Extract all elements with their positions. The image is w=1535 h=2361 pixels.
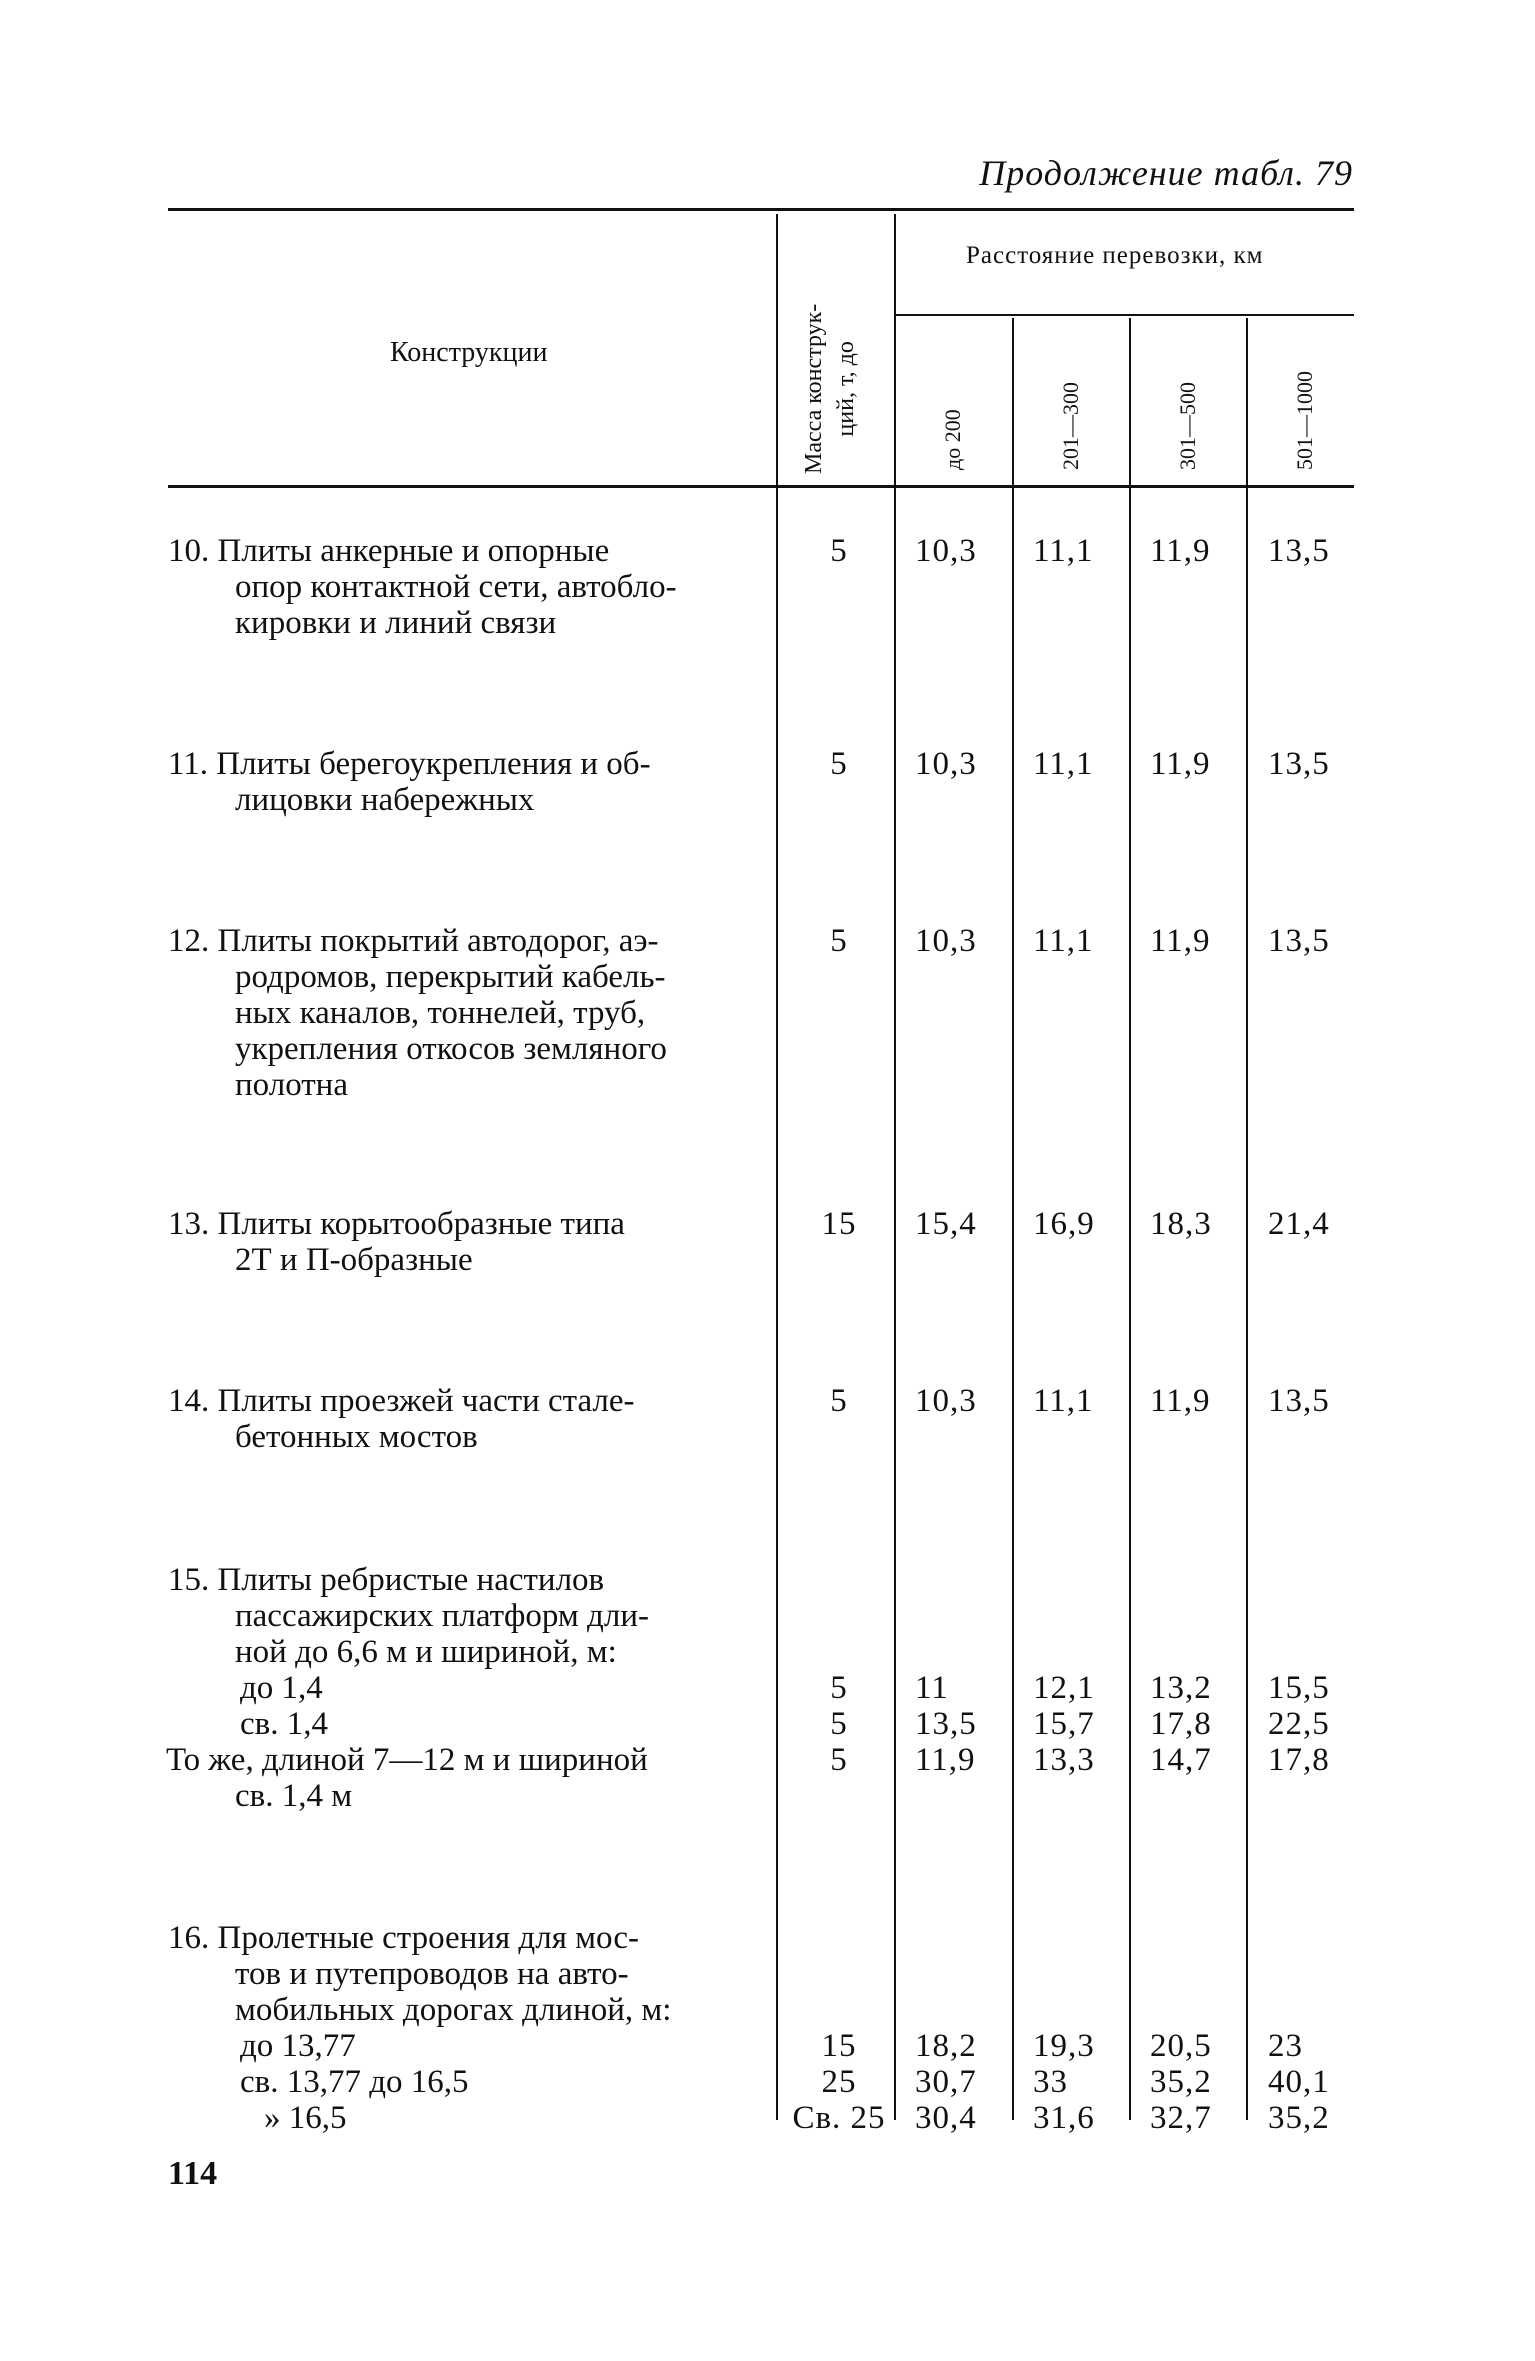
row-11-d4: 13,5 [1268,746,1330,782]
row-10-d1: 10,3 [915,533,977,569]
row-10-mass: 5 [830,533,848,569]
row-15-1-d1: 11 [915,1670,949,1706]
row-15-3-d1: 11,9 [915,1742,976,1778]
row-13-line-1: 13. Плиты корытообразные типа [168,1206,625,1242]
row-14-line-1: 14. Плиты проезжей части стале- [168,1383,635,1419]
row-15-line-2: пассажирских платформ дли- [235,1598,649,1634]
col-rule-mass-right [894,214,896,2120]
row-10-d3: 11,9 [1150,533,1211,569]
row-16-1-d2: 19,3 [1033,2028,1095,2064]
row-12-line-2: родромов, перекрытий кабель- [235,959,666,995]
header-distance: Расстояние перевозки, км [966,242,1264,269]
row-15-2-d3: 17,8 [1150,1706,1212,1742]
row-15-mass-3: 5 [830,1742,848,1778]
row-15-1-d2: 12,1 [1033,1670,1095,1706]
row-12-line-5: полотна [235,1067,348,1103]
row-15-mass-1: 5 [830,1670,848,1706]
header-mass-line1: Масса конструк- [801,303,827,474]
row-15-3-d4: 17,8 [1268,1742,1330,1778]
header-dist-col-3: 301—500 [1175,382,1200,470]
row-10-title [168,533,758,641]
row-14-line-2: бетонных мостов [235,1419,478,1455]
row-12-title [168,923,758,1103]
row-15-line-7: св. 1,4 м [235,1778,353,1814]
row-16-3-d2: 31,6 [1033,2100,1095,2136]
row-10-d2: 11,1 [1033,533,1094,569]
row-12-line-4: укрепления откосов земляного [235,1031,667,1067]
row-16-1-d3: 20,5 [1150,2028,1212,2064]
col-rule-d2 [1129,318,1131,2120]
row-16-2-d3: 35,2 [1150,2064,1212,2100]
row-12-line-3: ных каналов, тоннелей, труб, [235,995,646,1031]
row-15-line-3: ной до 6,6 м и шириной, м: [235,1634,617,1670]
row-16-number: 16. [168,1920,210,1956]
row-12-d1: 10,3 [915,923,977,959]
row-13-d3: 18,3 [1150,1206,1212,1242]
row-10-number: 10. [168,533,210,569]
row-13-line-2: 2Т и П-образные [235,1242,473,1278]
row-15-line-1: 15. Плиты ребристые настилов [168,1562,605,1598]
row-13-mass: 15 [821,1206,857,1242]
row-15-1-d4: 15,5 [1268,1670,1330,1706]
header-bottom-rule [168,485,1354,488]
header-dist-col-4: 501—1000 [1292,371,1317,470]
row-11-number: 11. [168,746,209,782]
row-14-d4: 13,5 [1268,1383,1330,1419]
row-16-line-6: » 16,5 [264,2100,347,2136]
row-13-d2: 16,9 [1033,1206,1095,1242]
row-13-d1: 15,4 [915,1206,977,1242]
row-11-line-2: лицовки набережных [235,782,535,818]
row-15-2-d4: 22,5 [1268,1706,1330,1742]
row-13-d4: 21,4 [1268,1206,1330,1242]
row-16-mass-2: 25 [821,2064,857,2100]
row-14-mass: 5 [830,1383,848,1419]
row-12-number: 12. [168,923,210,959]
table-caption: Продолжение табл. 79 [979,153,1353,193]
col-rule-d1 [1012,318,1014,2120]
row-15-number: 15. [168,1562,210,1598]
row-13-title [168,1206,758,1278]
row-16-mass-1: 15 [821,2028,857,2064]
row-16-line-5: св. 13,77 до 16,5 [240,2064,469,2100]
row-15-title [168,1562,758,1814]
row-10-line-1: 10. Плиты анкерные и опорные [168,533,610,569]
page-number: 114 [168,2155,218,2192]
row-15-1-d3: 13,2 [1150,1670,1212,1706]
row-16-2-d4: 40,1 [1268,2064,1330,2100]
row-12-line-1: 12. Плиты покрытий автодорог, аэ- [168,923,659,959]
header-dist-col-1: до 200 [940,409,965,470]
row-15-line-6: То же, длиной 7—12 м и шириной [166,1742,648,1778]
row-12-d4: 13,5 [1268,923,1330,959]
row-11-title [168,746,758,818]
row-16-line-2: тов и путепроводов на авто- [235,1956,629,1992]
row-12-mass: 5 [830,923,848,959]
header-constructions: Конструкции [390,337,548,368]
row-16-1-d4: 23 [1268,2028,1303,2064]
row-16-2-d2: 33 [1033,2064,1068,2100]
row-12-d2: 11,1 [1033,923,1094,959]
col-rule-mass-left [776,214,778,2120]
row-11-mass: 5 [830,746,848,782]
header-mass-line2: ций, т, до [833,341,859,437]
row-16-line-1: 16. Пролетные строения для мос- [168,1920,639,1956]
row-15-line-5: св. 1,4 [240,1706,328,1742]
header-mass [798,304,862,474]
row-16-title [168,1920,758,2136]
row-15-2-d2: 15,7 [1033,1706,1095,1742]
row-16-mass-3: Св. 25 [792,2100,886,2136]
row-11-d2: 11,1 [1033,746,1094,782]
row-14-number: 14. [168,1383,210,1419]
row-15-2-d1: 13,5 [915,1706,977,1742]
row-14-title [168,1383,758,1455]
row-12-d3: 11,9 [1150,923,1211,959]
row-15-line-4: до 1,4 [240,1670,323,1706]
row-16-1-d1: 18,2 [915,2028,977,2064]
header-top-rule [168,208,1354,211]
row-16-3-d3: 32,7 [1150,2100,1212,2136]
row-10-d4: 13,5 [1268,533,1330,569]
col-rule-d3 [1246,318,1248,2120]
row-14-d1: 10,3 [915,1383,977,1419]
row-11-d1: 10,3 [915,746,977,782]
row-16-2-d1: 30,7 [915,2064,977,2100]
row-15-mass-2: 5 [830,1706,848,1742]
row-10-line-3: кировки и линий связи [235,605,557,641]
row-11-d3: 11,9 [1150,746,1211,782]
distance-subheader-rule [896,314,1354,316]
row-16-3-d1: 30,4 [915,2100,977,2136]
row-10-line-2: опор контактной сети, автобло- [235,569,677,605]
row-16-3-d4: 35,2 [1268,2100,1330,2136]
row-14-d2: 11,1 [1033,1383,1094,1419]
row-15-3-d3: 14,7 [1150,1742,1212,1778]
row-16-line-4: до 13,77 [240,2028,356,2064]
header-dist-col-2: 201—300 [1058,382,1083,470]
row-11-line-1: 11. Плиты берегоукрепления и об- [168,746,651,782]
row-14-d3: 11,9 [1150,1383,1211,1419]
row-15-3-d2: 13,3 [1033,1742,1095,1778]
row-16-line-3: мобильных дорогах длиной, м: [235,1992,672,2028]
row-13-number: 13. [168,1206,210,1242]
